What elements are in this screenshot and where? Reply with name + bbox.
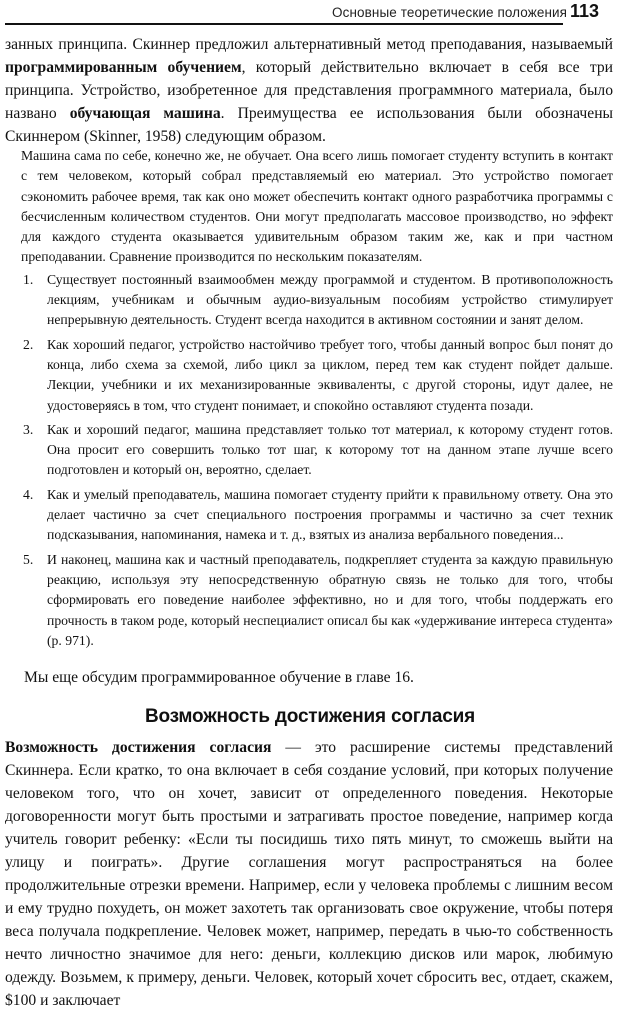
list-item-number: 5. <box>23 551 34 567</box>
list-item <box>21 335 613 416</box>
list-item-text: И наконец, машина как и частный преподаватель, подкрепляет студента за каждую правильную реакцию, используя эту непосредственную обратную связь не только для того, чтобы сформировать его поведение наиболее эффективно, но и для того, чтобы поддержать его прочность в таком роде, который неспециалист описал бы как «удерживание интереса студента» (р. 971). <box>47 551 613 648</box>
quote-intro: Машина сама по себе, конечно же, не обучает. Она всего лишь помогает студенту вступить в контакт с тем человеком, который собрал представляемый ею материал. Это устройство помогает сэкономить рабочее время, так как оно может обеспечить контакт одного разработчика программы с бесчисленным количеством студентов. Они могут предполагать массовое производство, но эффект для каждого студента оказывается удивительным образом таким же, как и при частном преподавании. Сравнение производится по нескольким показателям. <box>21 148 613 265</box>
intro-text-3: . Преимущества ее использования были обозначены Скиннером (Skinner, 1958) следующим образом. <box>5 105 614 145</box>
list-item-text: Как и умелый преподаватель, машина помогает студенту прийти к правильному ответу. Она это делает частично за счет специального построения программы и частично за счет техник подсказывания, напоминания, намека и т. д., взятых из анализа вербального поведения... <box>47 486 613 543</box>
after-quote-paragraph <box>24 666 613 689</box>
block-quote <box>21 146 613 655</box>
running-header <box>0 0 620 30</box>
list-item-text: Существует постоянный взаимообмен между программой и студентом. В противоположность лекциям, учебникам и обычным аудио-визуальным пособиям устройство стимулирует непрерывную деятельность. Студент всегда находится в активном состоянии и занят делом. <box>47 271 613 328</box>
intro-paragraph <box>5 33 613 148</box>
intro-text-2: , который действительно включает в себя все три принципа. Устройство, изобретенное для представления программного материала, было названо <box>5 59 613 122</box>
list-item-text: Как хороший педагог, устройство настойчиво требует того, чтобы данный вопрос был понят до конца, либо схема за схемой, либо цикл за циклом, перед тем как студент пойдет дальше. Лекции, учебники и их механизированные эквиваленты, с другой стороны, идут далее, не удостоверяясь в том, что студент понимает, и спокойно оставляют студента позади. <box>47 336 613 413</box>
section-lead-term: Возможность достижения согласия <box>5 739 272 756</box>
list-item-number: 2. <box>23 336 34 352</box>
running-title: Основные теоретические положения <box>332 5 568 20</box>
list-item <box>21 485 613 546</box>
quote-list <box>21 270 613 651</box>
list-item-number: 3. <box>23 421 34 437</box>
after-quote-text: Мы еще обсудим программированное обучение в главе 16. <box>24 669 414 686</box>
term-programmed-learning: программированным обучением <box>5 59 242 76</box>
list-item-text: Как и хороший педагог, машина представляет только тот материал, к которому студент готов. Она просит его совершить только тот шаг, к которому тот на данном этапе лучше всего подготовлен и который он, вероятно, сделает. <box>47 421 613 478</box>
section-body-text: — это расширение системы представлений Скиннера. Если кратко, то она включает в себя создание условий, при которых получение человеком того, что он хочет, зависит от определенного поведения. Некоторые договоренности могут быть простыми и затрагивать простое поведение, например когда учитель говорит ребенку: «Если ты посидишь тихо пять минут, то сможешь выйти на улицу и поиграть». Другие соглашения могут распространяться на более продолжительные отрезки времени. Например, если у человека проблемы с лишним весом и ему трудно похудеть, он может захотеть так организовать свое окружение, чтобы потеря веса получала подкрепление. Человек может, например, передать в чью-то собственность нечто личностно значимое для него: деньги, коллекцию дисков или марок, любимую одежду. Возьмем, к примеру, деньги. Человек, который хочет сбросить вес, отдает, скажем, $100 и заключает <box>5 739 613 1009</box>
term-teaching-machine: обучающая машина <box>69 105 221 122</box>
list-item-number: 4. <box>23 486 34 502</box>
intro-text-1: занных принципа. Скиннер предложил альтернативный метод преподавания, называемый <box>5 36 613 53</box>
page-number: 113 <box>570 1 600 21</box>
list-item-number: 1. <box>23 271 34 287</box>
header-rule <box>5 23 563 25</box>
list-item <box>21 550 613 651</box>
section-heading: Возможность достижения согласия <box>144 706 475 727</box>
section-paragraph <box>5 736 613 1012</box>
list-item <box>21 270 613 331</box>
list-item <box>21 420 613 481</box>
